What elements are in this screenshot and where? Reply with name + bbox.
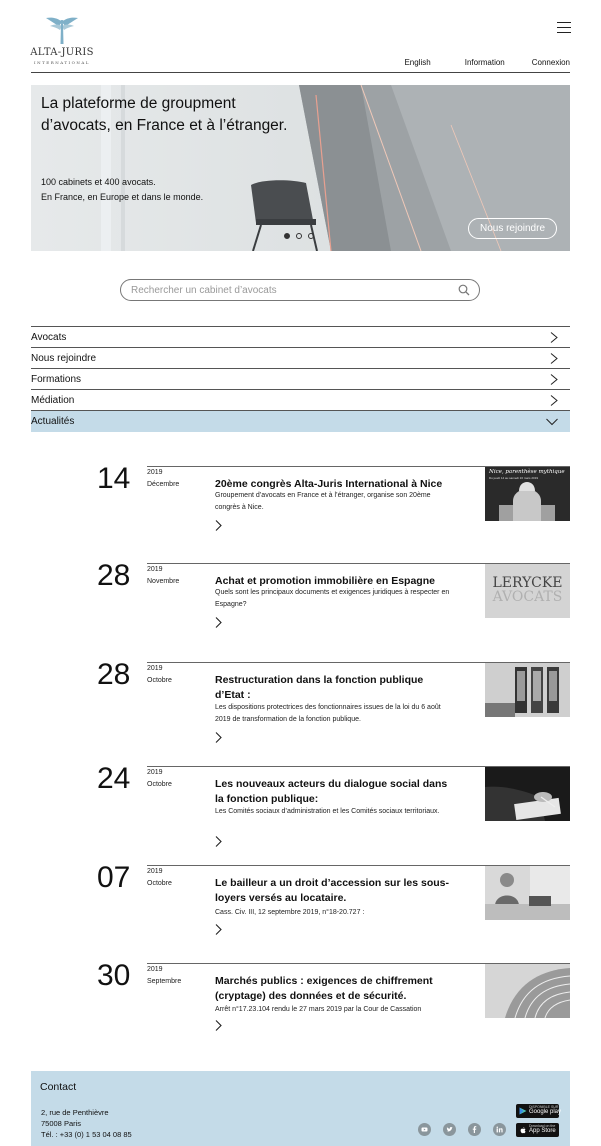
apple-icon <box>519 1126 527 1134</box>
accordion-formations[interactable] <box>31 369 570 390</box>
search-icon[interactable] <box>458 284 470 296</box>
google-play-big-text: Google play <box>529 1109 562 1115</box>
chevron-right-icon <box>550 395 558 406</box>
news-item <box>97 658 570 732</box>
app-store-badge[interactable] <box>516 1123 559 1137</box>
google-play-icon <box>519 1107 527 1115</box>
news-month: Décembre <box>147 481 180 488</box>
footer-contact <box>31 1071 570 1146</box>
chevron-right-icon <box>550 353 558 364</box>
logo[interactable] <box>30 16 94 68</box>
chevron-right-icon[interactable] <box>215 1020 222 1031</box>
accordion-nous-rejoindre[interactable] <box>31 348 570 369</box>
news-year: 2019 <box>147 868 163 875</box>
chevron-right-icon[interactable] <box>215 520 222 531</box>
hero-subtitle-line1: 100 cabinets et 400 avocats. <box>41 177 156 187</box>
hero-title: La plateforme de groupment d’avocats, en France et à l’étranger. <box>41 95 288 134</box>
menu-icon[interactable] <box>557 22 571 33</box>
chevron-right-icon <box>550 332 558 343</box>
address-city: 75008 Paris <box>41 1119 82 1128</box>
accordion-avocats[interactable] <box>31 327 570 348</box>
facebook-icon[interactable] <box>468 1123 481 1136</box>
hero-pagination <box>284 233 320 239</box>
section-accordion <box>31 326 570 432</box>
architecture-image <box>485 964 570 1018</box>
chevron-right-icon[interactable] <box>215 732 222 743</box>
news-description: Quels sont les principaux documents et exigences juridiques à respecter en Espagne? <box>215 589 450 608</box>
news-thumbnail[interactable] <box>485 767 570 821</box>
news-year: 2019 <box>147 469 163 476</box>
accordion-label: Nous rejoindre <box>31 353 97 364</box>
news-thumbnail[interactable] <box>485 964 570 1018</box>
news-item <box>97 762 570 836</box>
news-title[interactable]: 20ème congrès Alta-Juris International à Nice <box>215 478 443 490</box>
address-phone: Tél. : +33 (0) 1 53 04 08 85 <box>41 1130 132 1139</box>
news-title[interactable]: Marchés publics : exigences de chiffrement (cryptage) des données et de sécurité. <box>215 975 433 1002</box>
news-year: 2019 <box>147 966 163 973</box>
news-item <box>97 861 570 935</box>
news-month: Novembre <box>147 578 180 585</box>
nav-information-link[interactable]: Information <box>464 58 505 67</box>
accordion-label: Médiation <box>31 395 75 406</box>
news-year: 2019 <box>147 566 163 573</box>
lerycke-logo-subtext: AVOCATS <box>492 589 563 605</box>
news-image-caption: Nice, parenthèse mythique <box>489 469 565 475</box>
chevron-right-icon <box>550 374 558 385</box>
join-us-button[interactable]: Nous rejoindre <box>468 218 557 239</box>
woman-at-desk-image <box>485 866 570 920</box>
news-month: Septembre <box>147 978 182 985</box>
news-title[interactable]: Le bailleur a un droit d’accession sur les sous-loyers versés au locataire. <box>215 877 449 904</box>
news-day: 07 <box>97 861 131 894</box>
news-title[interactable]: Achat et promotion immobilière en Espagne <box>215 575 435 587</box>
google-play-badge[interactable] <box>516 1104 562 1118</box>
news-description: Les Comités sociaux d’administration et les Comités sociaux territoriaux. <box>215 808 440 815</box>
hero-dot-1[interactable] <box>284 233 290 239</box>
news-thumbnail[interactable] <box>485 564 570 618</box>
logo-name: ALTA-JURIS <box>30 47 94 58</box>
news-description: Les dispositions protectrices des fonctionnaires issues de la loi du 6 août 2019 de transformation de la fonction publique. <box>215 704 441 723</box>
app-store-small-text: Download on the <box>529 1124 556 1128</box>
news-day: 14 <box>97 462 131 495</box>
hero-dot-3[interactable] <box>308 233 314 239</box>
news-day: 28 <box>97 658 131 691</box>
office-windows-image <box>485 663 570 717</box>
footer-title: Contact <box>40 1081 77 1093</box>
news-year: 2019 <box>147 769 163 776</box>
nav-english-link[interactable]: English <box>404 58 431 67</box>
chevron-right-icon[interactable] <box>215 617 222 628</box>
news-month: Octobre <box>147 677 172 684</box>
accordion-label: Avocats <box>31 332 67 343</box>
news-item <box>97 462 570 536</box>
news-thumbnail[interactable] <box>485 663 570 717</box>
linkedin-icon[interactable] <box>493 1123 506 1136</box>
accordion-mediation[interactable] <box>31 390 570 411</box>
news-title[interactable]: Restructuration dans la fonction publique d’Etat : <box>215 674 424 701</box>
accordion-label: Actualités <box>31 416 75 427</box>
news-item <box>97 959 570 1033</box>
news-description: Cass. Civ. III, 12 septembre 2019, n°18-20.727 : <box>215 909 365 916</box>
logo-mark-icon <box>44 16 80 46</box>
accordion-label: Formations <box>31 374 82 385</box>
google-play-small-text: DISPONIBLE SUR <box>529 1105 559 1109</box>
news-day: 24 <box>97 762 131 795</box>
hero-subtitle <box>41 175 203 205</box>
nav-connexion-link[interactable]: Connexion <box>531 58 570 67</box>
footer-address <box>41 1107 132 1140</box>
news-year: 2019 <box>147 665 163 672</box>
news-day: 30 <box>97 959 131 992</box>
news-month: Octobre <box>147 781 172 788</box>
chevron-down-icon <box>546 418 558 426</box>
news-thumbnail[interactable] <box>485 467 570 521</box>
news-thumbnail[interactable] <box>485 866 570 920</box>
twitter-icon[interactable] <box>443 1123 456 1136</box>
youtube-icon[interactable] <box>418 1123 431 1136</box>
hero-dot-2[interactable] <box>296 233 302 239</box>
address-street: 2, rue de Penthièvre <box>41 1108 109 1117</box>
news-day: 28 <box>97 559 131 592</box>
search-bar <box>120 279 480 301</box>
news-image-subcaption: Du jeudi 14 au samedi 16 mars 2019 <box>489 476 539 480</box>
news-description: Arrêt n°17.23.104 rendu le 27 mars 2019 par la Cour de Cassation <box>215 1006 422 1013</box>
lerycke-logo-text: LERYCKE <box>492 575 563 591</box>
news-month: Octobre <box>147 880 172 887</box>
accordion-actualites[interactable] <box>31 411 570 432</box>
hero-subtitle-line2: En France, en Europe et dans le monde. <box>41 192 204 202</box>
news-item <box>97 559 570 633</box>
logo-subtitle: INTERNATIONAL <box>34 60 90 65</box>
news-title[interactable]: Les nouveaux acteurs du dialogue social dans la fonction publique: <box>215 778 448 805</box>
header-divider <box>31 72 570 73</box>
top-nav <box>404 58 570 67</box>
app-store-big-text: App Store <box>529 1128 556 1134</box>
hero-banner <box>31 85 570 251</box>
search-input[interactable] <box>131 283 441 297</box>
news-description: Groupement d’avocats en France et à l’étranger, organise son 20ème congrès à Nice. <box>215 492 431 511</box>
chevron-right-icon[interactable] <box>215 836 222 847</box>
chevron-right-icon[interactable] <box>215 924 222 935</box>
signing-document-image <box>485 767 570 821</box>
